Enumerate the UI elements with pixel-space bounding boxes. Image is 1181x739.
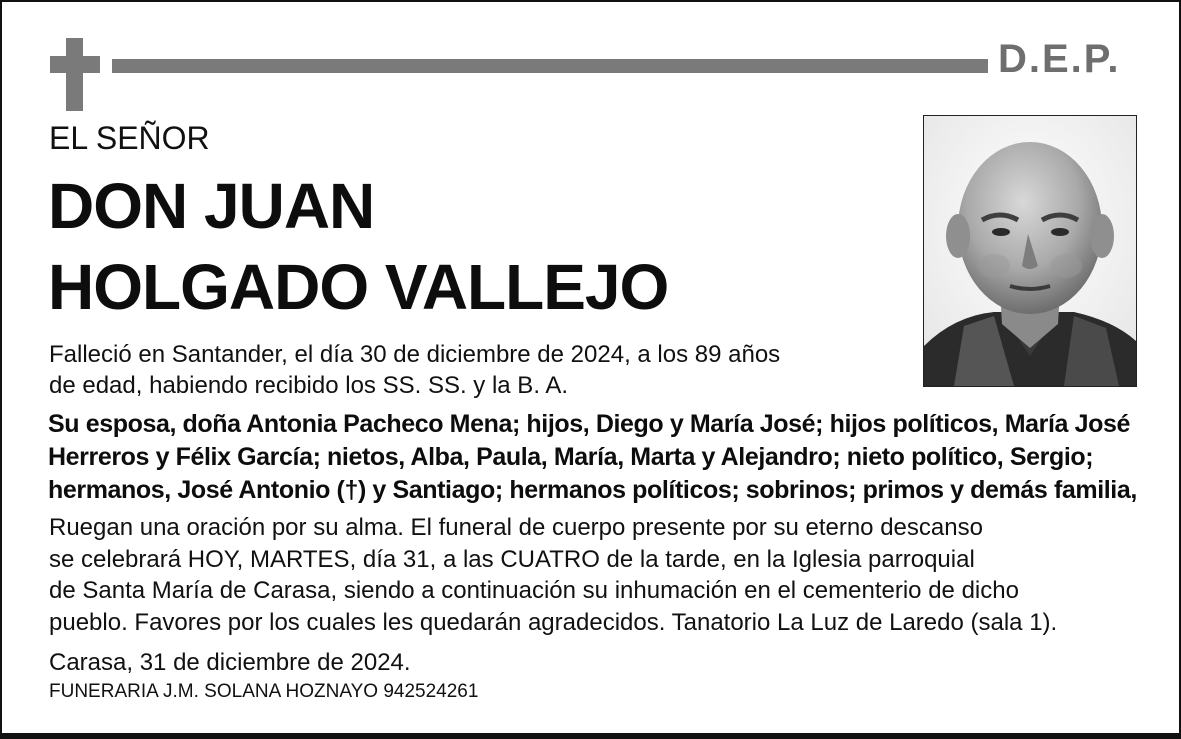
funeral-line: Ruegan una oración por su alma. El funeral de cuerpo presente por su eterno descanso xyxy=(49,514,983,541)
death-notice-line: de edad, habiendo recibido los SS. SS. y la B. A. xyxy=(49,372,568,399)
deceased-title: EL SEÑOR xyxy=(49,120,210,156)
family-line: Su esposa, doña Antonia Pacheco Mena; hijos, Diego y María José; hijos políticos, María José xyxy=(48,410,1130,438)
portrait-photo xyxy=(923,115,1137,387)
portrait-image xyxy=(924,116,1136,386)
dep-label: D.E.P. xyxy=(998,37,1121,81)
cross-icon-bar xyxy=(50,56,100,73)
funeral-home: FUNERARIA J.M. SOLANA HOZNAYO 942524261 xyxy=(49,681,479,702)
place-date: Carasa, 31 de diciembre de 2024. xyxy=(49,649,411,676)
death-notice-line: Falleció en Santander, el día 30 de diciembre de 2024, a los 89 años xyxy=(49,341,781,368)
funeral-line: se celebrará HOY, MARTES, día 31, a las CUATRO de la tarde, en la Iglesia parroquial xyxy=(49,546,975,573)
cross-icon xyxy=(66,38,83,111)
family-line: Herreros y Félix García; nietos, Alba, Paula, María, Marta y Alejandro; nieto político, Sergio; xyxy=(48,443,1094,471)
deceased-name-line1: DON JUAN xyxy=(48,170,375,242)
funeral-line: pueblo. Favores por los cuales les quedarán agradecidos. Tanatorio La Luz de Laredo (sala 1). xyxy=(49,609,1058,636)
family-line: hermanos, José Antonio (†) y Santiago; hermanos políticos; sobrinos; primos y demás familia, xyxy=(48,476,1137,504)
funeral-line: de Santa María de Carasa, siendo a continuación su inhumación en el cementerio de dicho xyxy=(49,577,1019,604)
header-rule xyxy=(112,59,988,73)
deceased-name-line2: HOLGADO VALLEJO xyxy=(48,251,669,323)
